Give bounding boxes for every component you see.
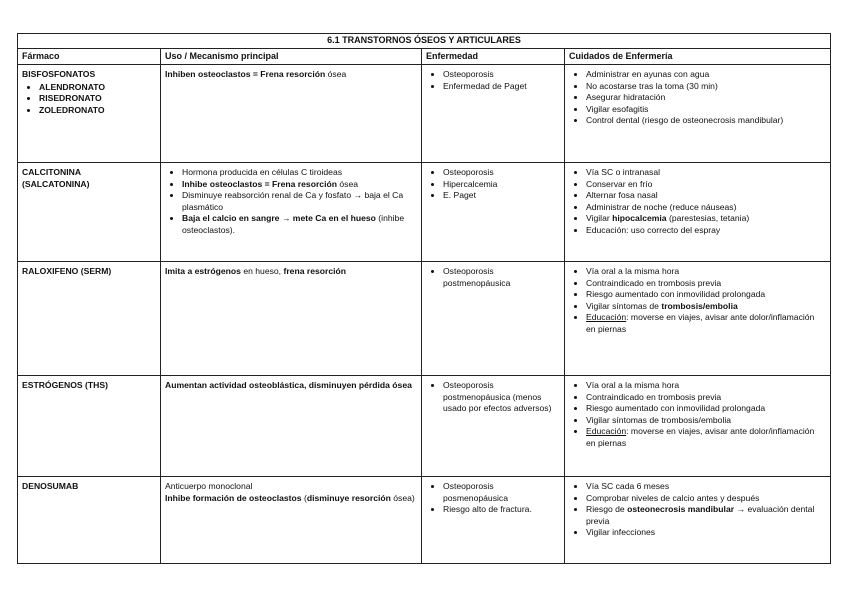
cuidados-list [569,481,826,539]
uso-cell [161,262,422,376]
uso-text: ósea [336,178,359,189]
cuidado-bold: osteonecrosis mandibular [627,504,735,514]
table-row [18,477,831,564]
drug-cell [18,262,161,376]
list-item: • Hipercalcemia [443,179,560,191]
title-row [18,34,831,49]
list-item: • Contraindicado en trombosis previa [586,392,826,404]
cuidados-cell [565,65,831,163]
enfermedad-cell [422,376,565,477]
cuidado-bold: hipocalcemia [612,213,667,223]
drug-cell [18,65,161,163]
list-item: • Riesgo aumentado con inmovilidad prolongada [586,289,826,301]
list-item: • Vigilar esofagitis [586,104,826,116]
cuidados-list [569,69,826,127]
list-item: • Vigilar síntomas de trombosis/embolia [586,415,826,427]
cuidado-text: (parestesias, tetania) [666,213,750,223]
cuidado-text: Vigilar [586,213,613,223]
uso-cell [161,477,422,564]
drug-cell [18,376,161,477]
enfermedad-cell [422,65,565,163]
list-item: • Conservar en frío [586,179,826,191]
table-row [18,65,831,163]
list-item: • Osteoporosis postmenopáusica (menos usado por efectos adversos) [443,380,560,415]
header-enfermedad: Enfermedad [422,48,565,65]
list-item: • Vía oral a la misma hora [586,266,826,278]
cuidados-list [569,380,826,449]
cuidados-list [569,266,826,335]
list-item: • Disminuye reabsorción renal de Ca y fosfato → baja el Ca plasmático [182,190,417,213]
uso-bold: frena resorción [283,266,347,276]
drug-cell [18,163,161,262]
uso-cell [161,376,422,477]
subdrug-list [22,82,156,117]
cuidados-cell [565,376,831,477]
list-item: • Alternar fosa nasal [586,190,826,202]
cuidado-text: Vigilar síntomas de [586,300,662,311]
cuidados-cell [565,262,831,376]
list-item [586,426,826,449]
list-item: • Comprobar niveles de calcio antes y después [586,493,826,505]
enfermedad-list [426,69,560,92]
header-row [18,48,831,65]
list-item: • Administrar de noche (reduce náuseas) [586,202,826,214]
list-item: • Educación: uso correcto del espray [586,225,826,237]
list-item: • Osteoporosis posmenopáusica [443,481,560,504]
list-item: • RISEDRONATO [39,93,156,105]
uso-cell [161,163,422,262]
cuidado-text: : moverse en viajes, avisar ante dolor/inflamación en piernas [586,426,815,448]
uso-text: (inhibe osteoclastos). [182,213,405,235]
uso-bold: Inhibe osteoclastos = Frena resorción [182,178,337,189]
list-item [586,312,826,335]
list-item [586,213,826,225]
list-item [182,179,417,191]
drug-name: RALOXIFENO (SERM) [22,266,112,276]
cuidado-underline: Educación [586,426,627,436]
cuidado-text: → evaluación dental previa [586,504,815,526]
drug-cell [18,477,161,564]
drug-name: ESTRÓGENOS (THS) [22,380,108,390]
cuidado-underline: Educación [586,312,627,322]
drug-name: CALCITONINA (SALCATONINA) [22,167,90,189]
list-item: • Riesgo alto de fractura. [443,504,560,516]
cuidado-text: Riesgo de [586,504,628,514]
list-item: • Vigilar infecciones [586,527,826,539]
enfermedad-list [426,481,560,516]
enfermedad-cell [422,163,565,262]
list-item [182,213,417,236]
uso-text: en hueso, [240,266,284,276]
uso-text: ósea) [390,492,415,503]
list-item: • Enfermedad de Paget [443,81,560,93]
cuidados-cell [565,477,831,564]
enfermedad-list [426,266,560,289]
list-item: • Osteoporosis [443,69,560,81]
list-item: • Contraindicado en trombosis previa [586,278,826,290]
list-item: • Administrar en ayunas con agua [586,69,826,81]
list-item: • Hormona producida en células C tiroideas [182,167,417,179]
enfermedad-cell [422,477,565,564]
uso-bold: Imita a estrógenos [165,266,241,276]
cuidado-text: : moverse en viajes, avisar ante dolor/inflamación en piernas [586,312,815,334]
list-item: • E. Paget [443,190,560,202]
cuidados-list [569,167,826,236]
list-item: • Asegurar hidratación [586,92,826,104]
enfermedad-cell [422,262,565,376]
uso-bold: Baja el calcio en sangre → mete Ca en el hueso [182,213,376,223]
list-item: • Osteoporosis postmenopáusica [443,266,560,289]
header-farmaco: Fármaco [18,48,161,65]
table-title: 6.1 TRANSTORNOS ÓSEOS Y ARTICULARES [18,34,831,49]
uso-bold: Inhibe formación de osteoclastos [165,492,302,503]
uso-text: ( [301,492,307,503]
list-item: • Riesgo aumentado con inmovilidad prolongada [586,403,826,415]
uso-bold: Inhiben osteoclastos = Frena resorción [165,69,326,79]
cuidados-cell [565,163,831,262]
drug-table [17,33,831,564]
uso-line [165,493,417,505]
list-item: • Vía SC o intranasal [586,167,826,179]
table-row [18,262,831,376]
cuidado-bold: trombosis/embolia [661,300,738,311]
uso-bold: Aumentan actividad osteoblástica, disminuyen pérdida ósea [165,380,412,390]
table-row [18,376,831,477]
enfermedad-list [426,167,560,202]
list-item [586,301,826,313]
list-item: • Osteoporosis [443,167,560,179]
uso-cell [161,65,422,163]
list-item: • Vía SC cada 6 meses [586,481,826,493]
uso-text: Anticuerpo monoclonal [165,481,253,491]
uso-bold: disminuye resorción [306,492,391,503]
uso-list [165,167,417,236]
drug-name: BISFOSFONATOS [22,69,96,79]
list-item: • ALENDRONATO [39,82,156,94]
uso-text: ósea [325,69,347,79]
drug-name: DENOSUMAB [22,481,79,491]
enfermedad-list [426,380,560,415]
list-item: • No acostarse tras la toma (30 min) [586,81,826,93]
list-item [586,504,826,527]
list-item: • Control dental (riesgo de osteonecrosis mandibular) [586,115,826,127]
list-item: • ZOLEDRONATO [39,105,156,117]
header-uso: Uso / Mecanismo principal [161,48,422,65]
header-cuidados: Cuidados de Enfermería [565,48,831,65]
list-item: • Vía oral a la misma hora [586,380,826,392]
table-row [18,163,831,262]
